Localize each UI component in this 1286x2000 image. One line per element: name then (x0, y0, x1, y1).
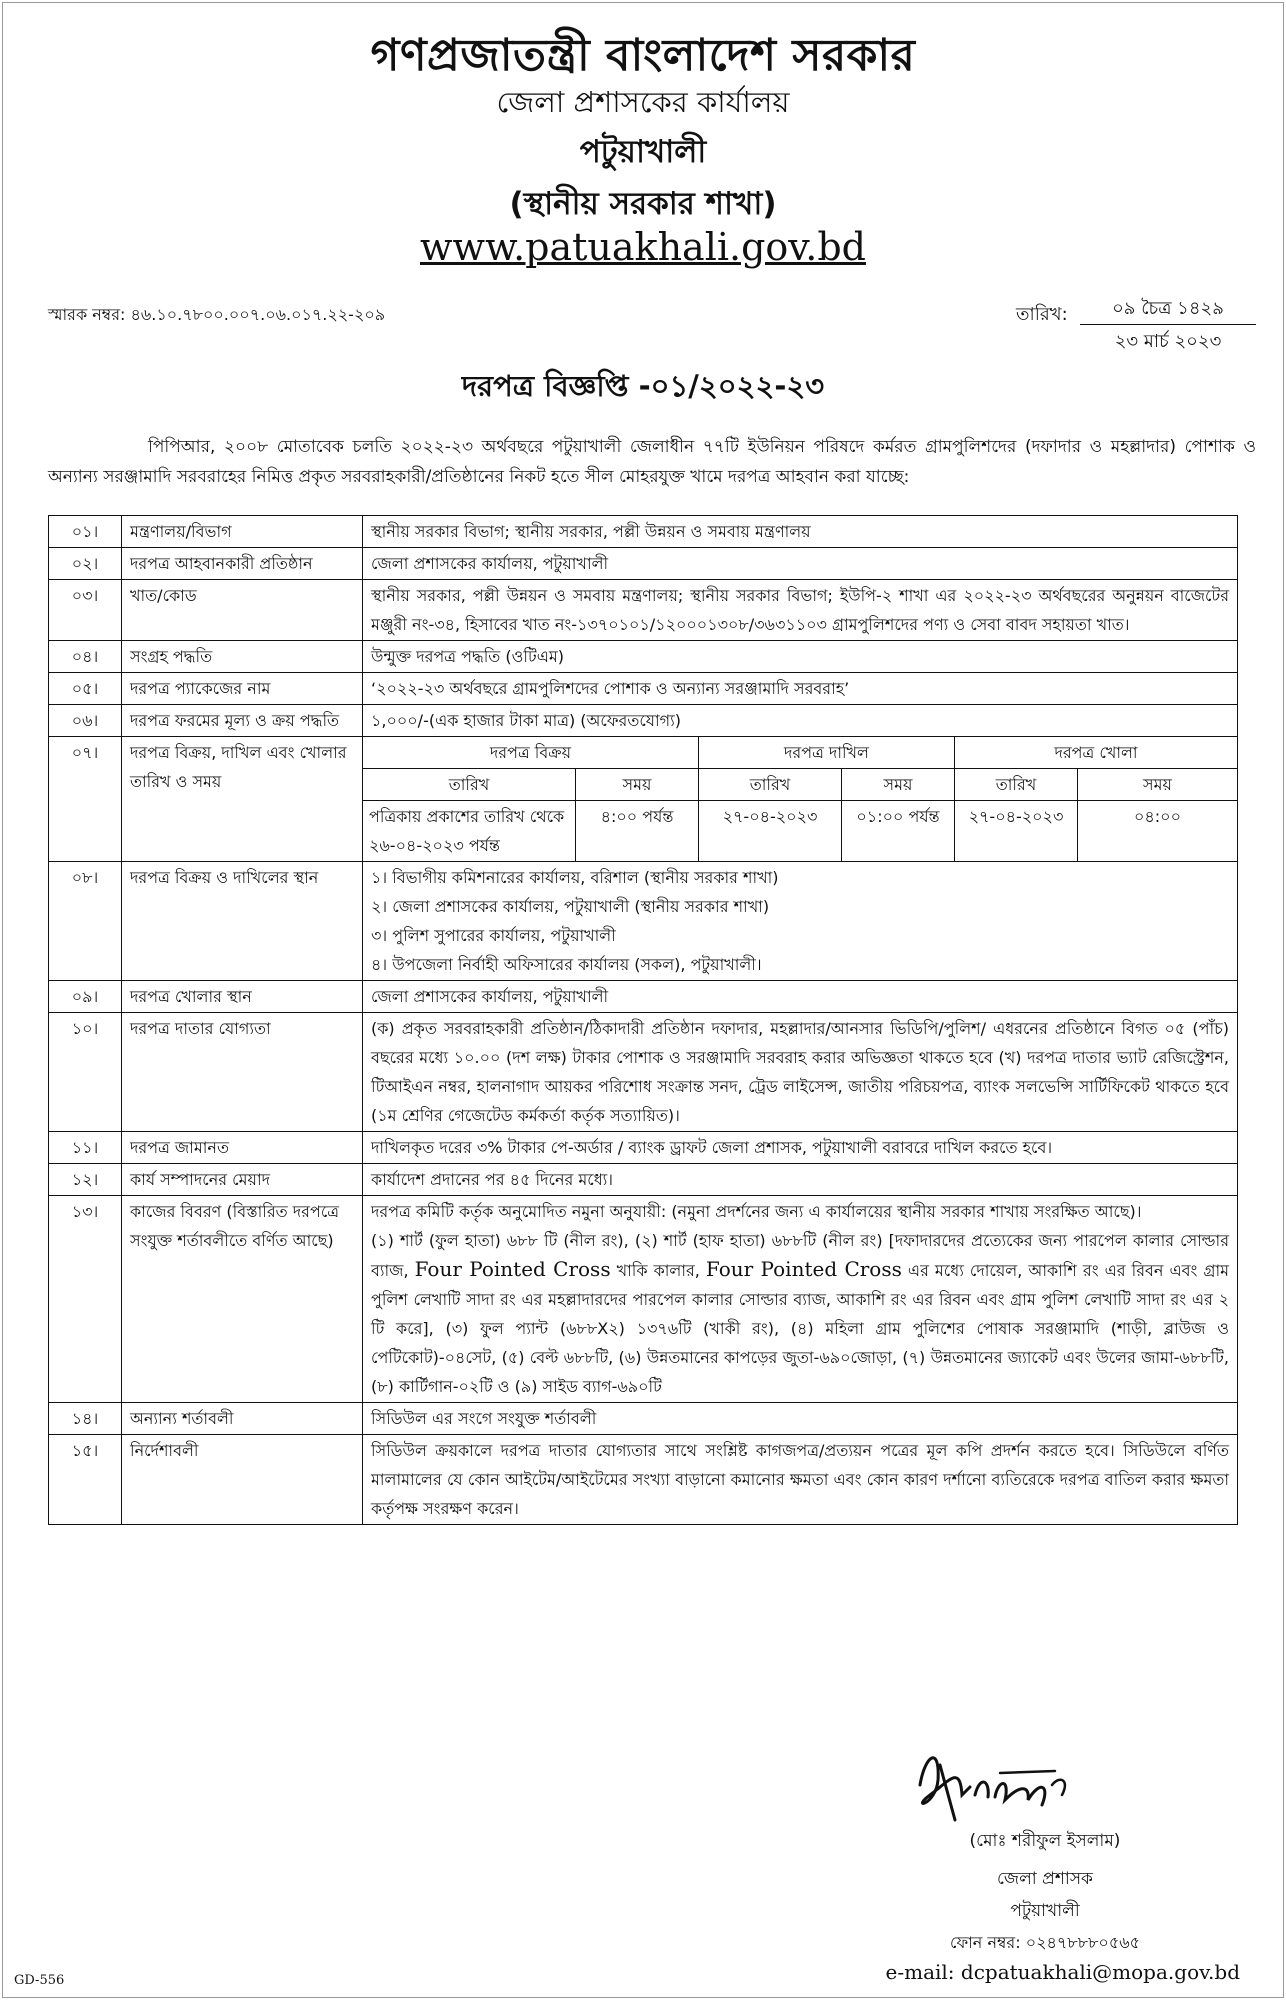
four-pointed-cross-text: Four Pointed Cross (705, 1257, 902, 1281)
row-label: দরপত্র দাতার যোগ্যতা (122, 1013, 363, 1132)
location-line: ২। জেলা প্রশাসকের কার্যালয়, পটুয়াখালী (স্থানীয় সরকার শাখা) (371, 897, 770, 916)
table-row (49, 981, 1238, 1013)
row-value: দাখিলকৃত দরের ৩% টাকার পে-অর্ডার / ব্যাংক ড্রাফট জেলা প্রশাসক, পটুয়াখালী বরাবরে দাখিল করতে হবে। (363, 1132, 1238, 1164)
row-number: ১৪। (49, 1403, 122, 1435)
group-header-sale: দরপত্র বিক্রয় (363, 737, 699, 769)
row-number: ০৬। (49, 705, 122, 737)
row-value: ১,০০০/-(এক হাজার টাকা মাত্র) (অফেরতযোগ্য) (363, 705, 1238, 737)
branch-name: (স্থানীয় সরকার শাখা) (509, 186, 777, 222)
open-time: ০৪:০০ (1078, 801, 1238, 862)
date-english: ২৩ মার্চ ২০২৩ (1080, 324, 1256, 358)
memo-number: স্মারক নম্বর: ৪৬.১০.৭৮০০.০০৭.০৬.০১৭.২২-২০৯ (48, 305, 386, 324)
form-code: GD-556 (14, 1973, 65, 1988)
row-label: নির্দেশাবলী (122, 1435, 363, 1525)
govt-title: গণপ্রজাতন্ত্রী বাংলাদেশ সরকার (370, 30, 916, 81)
district-name: পটুয়াখালী (579, 134, 707, 170)
sub-header-time: সময় (842, 769, 955, 801)
row-number: ০১। (49, 516, 122, 548)
row-value: কার্যাদেশ প্রদানের পর ৪৫ দিনের মধ্যে। (363, 1164, 1238, 1196)
row-label: দরপত্র বিক্রয় ও দাখিলের স্থান (122, 862, 363, 981)
row-number: ০২। (49, 548, 122, 580)
table-row (49, 580, 1238, 641)
date-bangla: ০৯ চৈত্র ১৪২৯ (1112, 298, 1224, 319)
row-number: ১৫। (49, 1435, 122, 1525)
email-address[interactable]: e-mail: dcpatuakhali@mopa.gov.bd (885, 1960, 1240, 1984)
table-row (49, 1435, 1238, 1525)
sub-header-time: সময় (576, 769, 699, 801)
table-row (49, 516, 1238, 548)
sub-header-date: তারিখ (363, 769, 576, 801)
submit-date: ২৭-০৪-২০২৩ (699, 801, 842, 862)
table-row (49, 1164, 1238, 1196)
row-label: দরপত্র জামানত (122, 1132, 363, 1164)
table-row (49, 548, 1238, 580)
location-line: ১। বিভাগীয় কমিশনারের কার্যালয়, বরিশাল (স্থানীয় সরকার শাখা) (371, 868, 779, 887)
row-number: ০৩। (49, 580, 122, 641)
row-number: ১০। (49, 1013, 122, 1132)
row-label: দরপত্র খোলার স্থান (122, 981, 363, 1013)
row-number: ০৮। (49, 862, 122, 981)
row-number: ০৫। (49, 673, 122, 705)
row-label: কাজের বিবরণ (বিস্তারিত দরপত্রে সংযুক্ত শর্তাবলীতে বর্ণিত আছে) (122, 1196, 363, 1403)
sub-header-date: তারিখ (955, 769, 1078, 801)
row-number: ০৯। (49, 981, 122, 1013)
table-row (49, 1013, 1238, 1132)
group-header-submit: দরপত্র দাখিল (699, 737, 955, 769)
location-line: ৩। পুলিশ সুপারের কার্যালয়, পটুয়াখালী (371, 926, 616, 945)
open-date: ২৭-০৪-২০২৩ (955, 801, 1078, 862)
row-label: মন্ত্রণালয়/বিভাগ (122, 516, 363, 548)
table-row (49, 673, 1238, 705)
row-label: কার্য সম্পাদনের মেয়াদ (122, 1164, 363, 1196)
table-row (49, 1132, 1238, 1164)
phone-number: ফোন নম্বর: ০২৪৭৮৮৮০৫৬৫ (949, 1933, 1141, 1952)
row-value (363, 1196, 1238, 1403)
row-label: দরপত্র প্যাকেজের নাম (122, 673, 363, 705)
sale-time: ৪:০০ পর্যন্ত (576, 801, 699, 862)
row-number: ১৩। (49, 1196, 122, 1403)
work-description-intro: দরপত্র কমিটি কর্তৃক অনুমোদিত নমুনা অনুযায়ী: (নমুনা প্রদর্শনের জন্য এ কার্যালয়ের স্থানীয় সরকার শাখায় সংরক্ষিত আছে)। (371, 1202, 1142, 1221)
row-value: উন্মুক্ত দরপত্র পদ্ধতি (ওটিএম) (363, 641, 1238, 673)
intro-paragraph: পিপিআর, ২০০৮ মোতাবেক চলতি ২০২২-২৩ অর্থবছরে পটুয়াখালী জেলাধীন ৭৭টি ইউনিয়ন পরিষদে কর্মরত গ্রামপুলিশদের (দফাদার ও মহল্লাদার) পোশাক ও অন্যান্য সরঞ্জামাদি সরবরাহের নিমিত্ত প্রকৃত সরবরাহকারী/প্রতিষ্ঠানের নিকট হতে সীল মোহরযুক্ত খামে দরপত্র আহবান করা যাচ্ছে: (48, 437, 1256, 487)
row-label: দরপত্র আহবানকারী প্রতিষ্ঠান (122, 548, 363, 580)
date-label: তারিখ: (1016, 304, 1068, 325)
signatory-district: পটুয়াখালী (1010, 1901, 1080, 1921)
row-value: স্থানীয় সরকার বিভাগ; স্থানীয় সরকার, পল্লী উন্নয়ন ও সমবায় মন্ত্রণালয় (363, 516, 1238, 548)
row-value: (ক) প্রকৃত সরবরাহকারী প্রতিষ্ঠান/ঠিকাদারী প্রতিষ্ঠান দফাদার, মহল্লাদার/আনসার ভিডিপি/পুলিশ/ এধরনের প্রতিষ্ঠানে বিগত ০৫ (পাঁচ) বছরের মধ্যে ১০.০০ (দশ লক্ষ) টাকার পোশাক ও সরঞ্জামাদি সরবরাহ করার অভিজ্ঞতা থাকতে হবে (খ) দরপত্র দাতার ভ্যাট রেজিস্ট্রেশন, টিআইএন নম্বর, হালনাগাদ আয়কর পরিশোধ সংক্রান্ত সনদ, ট্রেড লাইসেন্স, জাতীয় পরিচয়পত্র, ব্যাংক সলভেন্সি সার্টিফিকেট থাকতে হবে (১ম শ্রেণির গেজেটেড কর্মকর্তা কর্তৃক সত্যায়িত)। (363, 1013, 1238, 1132)
row-value: স্থানীয় সরকার, পল্লী উন্নয়ন ও সমবায় মন্ত্রণালয়; স্থানীয় সরকার বিভাগ; ইউপি-২ শাখা এর ২০২২-২৩ অর্থবছরের অনুন্নয়ন বাজেটের মঞ্জুরী নং-৩৪, হিসাবের খাত নং-১৩৭০১০১/১২০০০১৩০৮/৩৬৩১১০৩ গ্রামপুলিশদের পণ্য ও সেবা বাবদ সহায়তা খাত। (363, 580, 1238, 641)
office-name: জেলা প্রশাসকের কার্যালয় (496, 85, 790, 119)
sub-header-time: সময় (1078, 769, 1238, 801)
signatory-name: (মোঃ শরীফুল ইসলাম) (969, 1831, 1121, 1851)
row-number: ১১। (49, 1132, 122, 1164)
notice-title: দরপত্র বিজ্ঞপ্তি -০১/২০২২-২৩ (461, 369, 825, 403)
sub-header-date: তারিখ (699, 769, 842, 801)
row-label: সংগ্রহ পদ্ধতি (122, 641, 363, 673)
submit-time: ০১:০০ পর্যন্ত (842, 801, 955, 862)
row-number: ০৭। (49, 737, 122, 862)
location-line: ৪। উপজেলা নির্বাহী অফিসারের কার্যালয় (সকল), পটুয়াখালী। (371, 955, 762, 974)
row-value: সিডিউল এর সংগে সংযুক্ত শর্তাবলী (363, 1403, 1238, 1435)
work-description-items: (১) শার্ট (ফুল হাতা) ৬৮৮ টি (নীল রং), (২) শার্ট (হাফ হাতা) ৬৮৮টি (নীল রং) [দফাদারদের প্রত্যেকের জন্য পারপেল কালার সোল্ডার ব্যাজ, Four Pointed Cross খাকি কালার, Four Pointed Cross এর মধ্যে দোয়েল, আকাশি রং এর রিবন এবং গ্রাম পুলিশ লেখাটি সাদা রং এর মহল্লাদারদের পারপেল কালার সোল্ডার ব্যাজ, আকাশি রং এর রিবন এবং গ্রাম পুলিশ লেখাটি সাদা রং এর ২ টি করে], (৩) ফুল প্যান্ট (৬৮৮X২) ১৩৭৬টি (খাকী রং), (৪) মহিলা গ্রাম পুলিশের পোষাক সরঞ্জামাদি (শাড়ী, ব্লাউজ ও পেটিকোট)-০৪সেট, (৫) বেল্ট ৬৮৮টি, (৬) উন্নতমানের কাপড়ের জুতা-৬৯০জোড়া, (৭) উন্নতমানের জ্যাকেট এবং উলের জামা-৬৮৮টি, (৮) কার্টিগান-০২টি ও (৯) সাইড ব্যাগ-৬৯০টি (371, 1231, 1229, 1396)
row-value: জেলা প্রশাসকের কার্যালয়, পটুয়াখালী (363, 981, 1238, 1013)
tender-table (48, 515, 1238, 1525)
table-row (49, 1196, 1238, 1403)
row-label: অন্যান্য শর্তাবলী (122, 1403, 363, 1435)
row-number: ০৪। (49, 641, 122, 673)
table-row (49, 641, 1238, 673)
row-number: ১২। (49, 1164, 122, 1196)
table-row (49, 1403, 1238, 1435)
table-row (49, 862, 1238, 981)
row-value: ‘২০২২-২৩ অর্থবছরে গ্রামপুলিশদের পোশাক ও অন্যান্য সরঞ্জামাদি সরবরাহ’ (363, 673, 1238, 705)
row-label: খাত/কোড (122, 580, 363, 641)
row-value: জেলা প্রশাসকের কার্যালয়, পটুয়াখালী (363, 548, 1238, 580)
row-value (363, 862, 1238, 981)
four-pointed-cross-text: Four Pointed Cross (414, 1257, 611, 1281)
row-value: সিডিউল ক্রয়কালে দরপত্র দাতার যোগ্যতার সাথে সংশ্লিষ্ট কাগজপত্র/প্রত্যয়ন পত্রের মূল কপি প্রদর্শন করতে হবে। সিডিউলে বর্ণিত মালামালের যে কোন আইটেম/আইটেমের সংখ্যা বাড়ানো কমানোর ক্ষমতা এবং কোন কারণ দর্শানো ব্যতিরেকে দরপত্র বাতিল করার ক্ষমতা কর্তৃপক্ষ সংরক্ষণ করেন। (363, 1435, 1238, 1525)
schedule-table (363, 737, 1237, 861)
group-header-open: দরপত্র খোলা (955, 737, 1238, 769)
row-label: দরপত্র বিক্রয়, দাখিল এবং খোলার তারিখ ও সময় (122, 737, 363, 862)
website-link[interactable]: www.patuakhali.gov.bd (420, 225, 866, 269)
table-row (49, 737, 1238, 862)
signatory-designation: জেলা প্রশাসক (997, 1869, 1093, 1889)
sale-date: পত্রিকায় প্রকাশের তারিখ থেকে ২৬-০৪-২০২৩ পর্যন্ত (363, 801, 576, 862)
table-row (49, 705, 1238, 737)
row-label: দরপত্র ফরমের মূল্য ও ক্রয় পদ্ধতি (122, 705, 363, 737)
schedule-cell (363, 737, 1238, 862)
